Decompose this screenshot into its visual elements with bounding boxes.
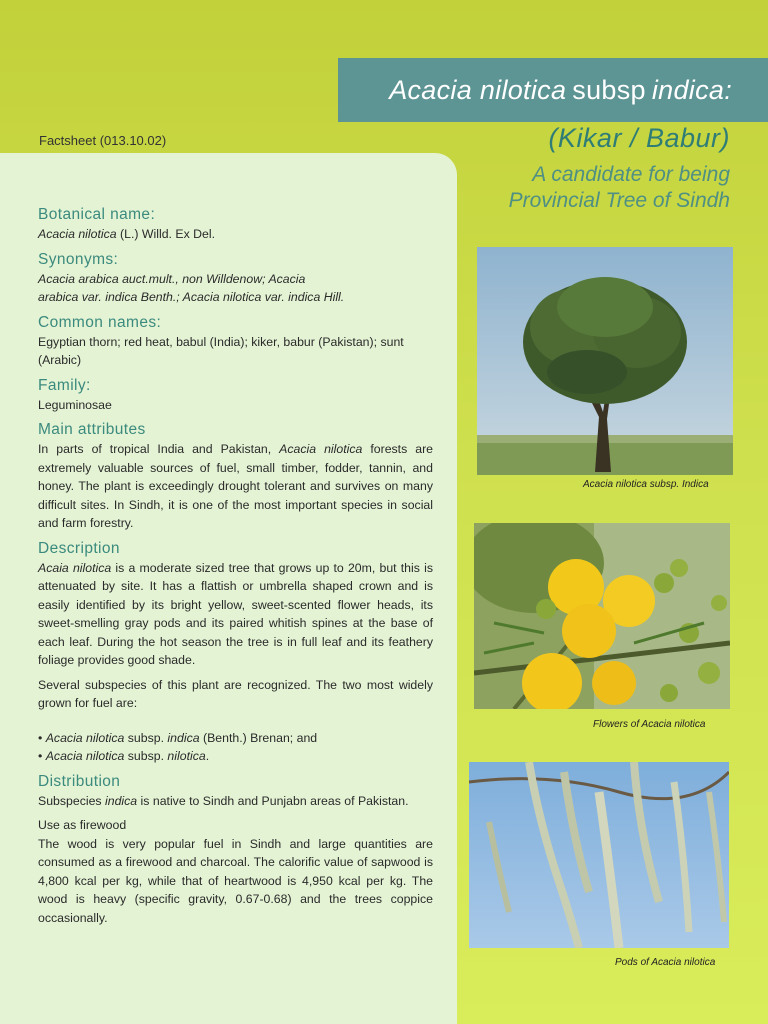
description-subspecies-intro: Several subspecies of this plant are recognized. The two most widely grown for fuel are: [38,677,433,710]
pods-caption-italic: Acacia nilotica [651,957,716,968]
title-rank: subsp [572,74,646,105]
tree-caption: Acacia nilotica subsp. Indica [583,479,709,490]
pods-caption-pre: Pods of [615,957,652,968]
bullet-mark: • [38,730,43,745]
bullet-italic: Acacia nilotica [45,730,125,745]
distribution-heading: Distribution [38,772,121,790]
synonyms-heading: Synonyms: [38,250,119,268]
list-item [38,747,433,766]
pods-caption [615,957,715,968]
bullet-post: . [205,749,210,763]
factsheet-content [38,205,433,927]
attributes-italic: Acacia nilotica [279,442,363,456]
description-heading: Description [38,539,120,557]
attributes-post: forests are extremely valuable sources of fuel, small timber, fodder, tannin, and honey. The plant is exceedingly drought tolerant and survives on many difficult sites. In Sindh, it is one of the most important species in social and farm forestry. [38,442,434,530]
list-item [38,729,433,748]
flowers-photo [474,523,730,709]
description-post: is a moderate sized tree that grows up to 20m, but this is attenuated by site. It has a flattish or umbrella shaped crown and is easily identified by its bright yellow, sweet-scented flower heads, its sweet-smelling gray pods and its paired whitish spines at the base of each leaf. During the hot season the tree is in full leaf and its feathery foliage provides good shade. [38,560,433,667]
firewood-text: The wood is very popular fuel in Sindh and large quantities are consumed as a firewood and charcoal. The calorific value of sapwood is 4,800 kcal per kg, while that of heartwood is 4,950 kcal per kg. The wood is heavy (specific gravity, 0.67-0.68) and the trees coppice occasionally. [38,836,433,925]
tagline-line-1: A candidate for being [532,163,730,186]
bullet-post: (Benth.) Brenan; and [199,730,318,745]
description-italic: Acaia nilotica [38,560,112,575]
factsheet-label: Factsheet (013.10.02) [39,133,167,148]
flowers-caption-italic: Acacia nilotica [641,719,706,730]
distribution-text [38,792,433,811]
attributes-pre: In parts of tropical India and Pakistan, [38,442,280,456]
title-banner [338,58,768,122]
local-names: (Kikar / Babur) [548,123,730,153]
botanical-name-author: (L.) Willd. Ex Del. [116,227,215,241]
bullet-sub: indica [167,730,200,745]
title-genus: Acacia nilotica [389,74,567,105]
synonyms-text [38,270,433,307]
title-subspecies: indica: [651,74,732,105]
flowers-caption-pre: Flowers of [593,719,642,730]
flowers-caption [593,719,705,730]
bullet-mid: subsp. [124,749,168,763]
botanical-name-italic: Acacia nilotica [38,227,117,241]
bullet-italic: Acacia nilotica [45,749,125,763]
firewood-subheading: Use as firewood [38,818,127,832]
bullet-mid: subsp. [124,730,168,745]
pods-photo [469,762,729,948]
family-heading: Family: [38,376,91,394]
common-names-heading: Common names: [38,313,162,331]
subspecies-list [38,729,433,766]
distribution-post: is native to Sindh and Punjabn areas of Pakistan. [137,793,409,808]
main-attributes-text [38,440,433,533]
tree-photo [477,247,733,475]
family-text: Leguminosae [38,397,112,412]
tagline [509,162,730,214]
distribution-italic: indica [105,793,138,808]
description-text [38,559,433,670]
common-names-text: Egyptian thorn; red heat, babul (India); kiker, babur (Pakistan); sunt (Arabic) [38,334,404,367]
main-attributes-heading: Main attributes [38,421,146,438]
distribution-pre: Subspecies [38,793,105,808]
botanical-name-text [38,225,433,244]
bullet-mark: • [38,749,43,763]
bullet-sub: nilotica [167,749,206,763]
synonyms-line-1: Acacia arabica auct.mult., non Willdenow; Acacia [38,271,306,286]
tagline-line-2: Provincial Tree of Sindh [508,189,730,212]
synonyms-line-2: arabica var. indica Benth.; Acacia nilotica var. indica Hill. [38,290,345,304]
botanical-name-heading: Botanical name: [38,206,156,223]
